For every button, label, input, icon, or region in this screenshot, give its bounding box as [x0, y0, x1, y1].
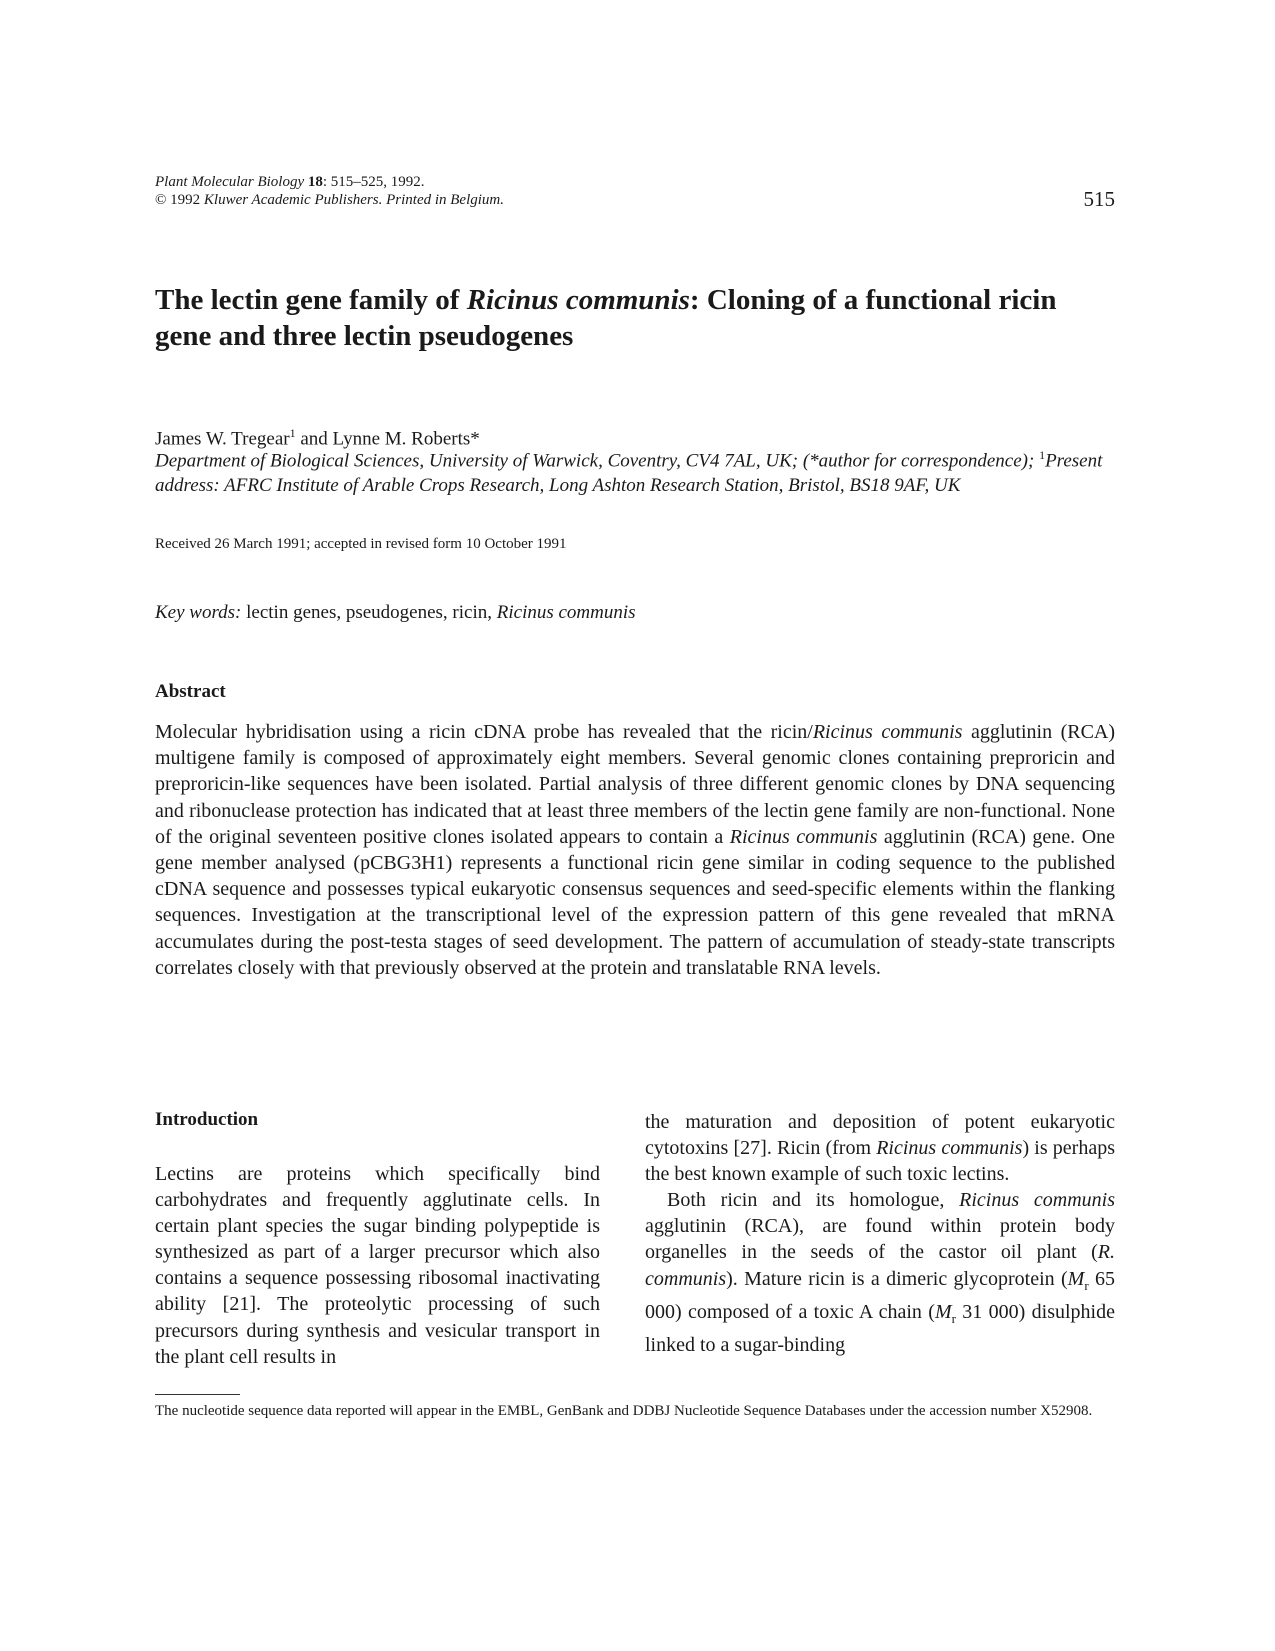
intro-right-paragraph-1	[645, 1109, 1115, 1187]
journal-volume: 18	[307, 174, 323, 190]
corresponding-mark: *	[470, 428, 480, 450]
introduction-right-column	[645, 1109, 1115, 1358]
keywords-label: Key words:	[155, 602, 242, 623]
intro-right-paragraph-2	[645, 1187, 1115, 1358]
intro-r1-text-1: the maturation and deposition of potent eukaryotic cytotoxins [27]. Ricin (from	[645, 1111, 1115, 1160]
introduction-left-column: Lectins are proteins which specifically bind carbohydrates and frequently agglutinate cells. In certain plant species the sugar binding polypeptide is synthesized as part of a larger precursor which also contains a sequence possessing ribosomal inactivating ability [21]. The proteolytic processing of such precursors during synthesis and vesicular transport in the plant cell results in	[155, 1163, 600, 1368]
abstract-text-1: Molecular hybridisation using a ricin cDNA probe has revealed that the ricin/	[155, 721, 813, 743]
intro-r2-text-5: 31 000) disulphide linked to a sugar-binding	[645, 1300, 1115, 1356]
affiliation-sup: 1	[1039, 448, 1046, 462]
intro-r2-text-3: ). Mature ricin is a dimeric glycoprotein (	[726, 1267, 1068, 1290]
keywords	[155, 601, 636, 625]
journal-line-1	[155, 173, 504, 191]
author-2: Lynne M. Roberts	[332, 428, 471, 450]
mr-subscript-2: r	[951, 1310, 956, 1326]
abstract-text-2: agglutinin (RCA) multigene family is composed of approximately eight members. Several genomic clones containing preproricin and preproricin-like sequences have been isolated. Partial analysis of three different genomic clones by DNA sequencing and ribonuclease protection has indicated that at least three members of the lectin gene family are non-functional. None of the original seventeen positive clones isolated appears to contain a	[155, 721, 1116, 848]
keywords-italic: Ricinus communis	[496, 602, 636, 623]
mr-subscript-1: r	[1084, 1277, 1089, 1293]
title-text-1: The lectin gene family of	[155, 284, 467, 316]
intro-r2-italic-2: R. communis	[645, 1241, 1115, 1290]
title-text-2: : Cloning of a functional ricin gene and three lectin pseudogenes	[155, 284, 1057, 352]
abstract-italic-1: Ricinus communis	[812, 721, 963, 743]
intro-r1-italic: Ricinus communis	[876, 1137, 1023, 1160]
abstract-italic-2: Ricinus communis	[729, 825, 878, 848]
author-1-sup: 1	[289, 426, 296, 440]
copyright: © 1992	[155, 192, 201, 208]
journal-line-2	[155, 191, 504, 209]
intro-r2-text-1: Both ricin and its homologue,	[667, 1189, 960, 1212]
affiliation-text-1: Department of Biological Sciences, University of Warwick, Coventry, CV4 7AL, UK; (*author for correspondence);	[155, 450, 1040, 472]
affiliation-text-2: Present address: AFRC Institute of Arable Crops Research, Long Ashton Research Station, Bristol, BS18 9AF, UK	[155, 450, 1103, 497]
received-dates: Received 26 March 1991; accepted in revised form 10 October 1991	[155, 536, 567, 552]
keywords-plain: lectin genes, pseudogenes, ricin,	[241, 602, 497, 623]
page-number: 515	[1083, 187, 1115, 211]
intro-r2-text-4: 65 000) composed of a toxic A chain (	[645, 1267, 1116, 1323]
journal-citation	[155, 173, 504, 209]
author-and: and	[295, 428, 333, 450]
journal-pages: : 515–525, 1992.	[322, 174, 425, 190]
author-1: James W. Tregear	[155, 428, 290, 450]
abstract-text	[155, 719, 1115, 981]
abstract-text-3: agglutinin (RCA) gene. One gene member analysed (pCBG3H1) represents a functional ricin gene similar in coding sequence to the published cDNA sequence and possesses typical eukaryotic consensus sequences and seed-specific elements within the flanking sequences. Investigation at the transcriptional level of the expression pattern of this gene revealed that mRNA accumulates during the post-testa stages of seed development. The pattern of accumulation of steady-state transcripts correlates closely with that previously observed at the protein and translatable RNA levels.	[155, 825, 1116, 979]
abstract-heading: Abstract	[155, 681, 226, 702]
intro-r2-text-2: agglutinin (RCA), are found within protein body organelles in the seeds of the castor oil plant (	[645, 1215, 1115, 1264]
footnote: The nucleotide sequence data reported will appear in the EMBL, GenBank and DDBJ Nucleotide Sequence Databases under the accession number X52908.	[155, 1403, 1093, 1419]
affiliation	[155, 443, 1115, 498]
intro-r1-text-2: ) is perhaps the best known example of such toxic lectins.	[645, 1137, 1115, 1186]
introduction-heading: Introduction	[155, 1109, 259, 1130]
title-italic: Ricinus communis	[466, 284, 690, 316]
publisher: Kluwer Academic Publishers. Printed in Belgium.	[203, 192, 505, 208]
footnote-rule	[155, 1394, 240, 1395]
article-title	[155, 282, 1115, 354]
mr-symbol-1: M	[1067, 1267, 1085, 1290]
journal-name: Plant Molecular Biology	[155, 174, 305, 190]
intro-r2-italic-1: Ricinus communis	[959, 1189, 1115, 1212]
mr-symbol-2: M	[934, 1300, 952, 1323]
